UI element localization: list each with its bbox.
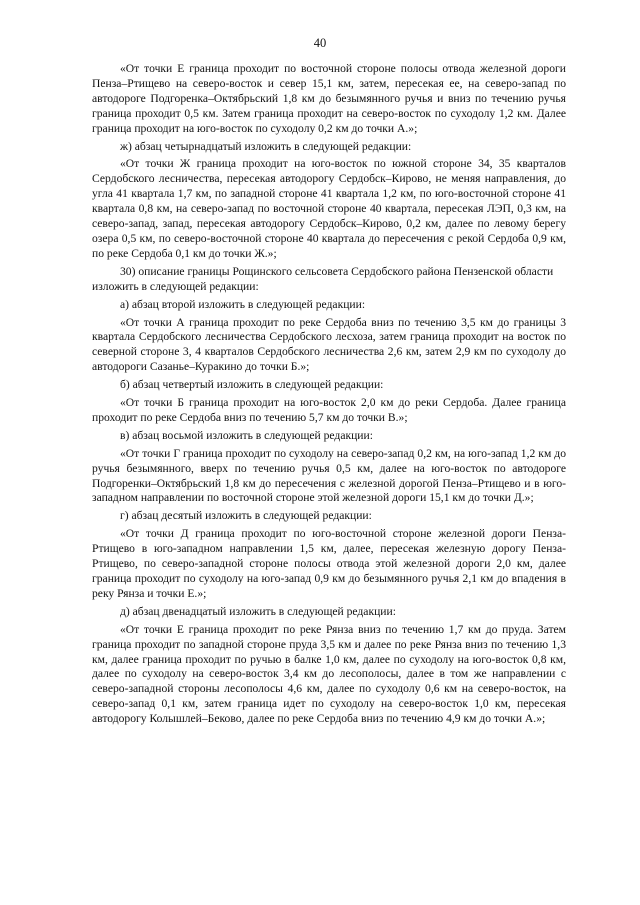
subitem-zh: ж) абзац четырнадцатый изложить в следующей редакции: xyxy=(120,139,412,153)
paragraph-boundary-point-d: «От точки Д граница проходит по юго-восточной стороне железной дороги Пенза-Ртищево в юго-западном направлении 1,5 км, далее, пересекая железную дорогу Пенза-Ртищево, по северо-западной стороне полосы отвода этой железной дороги 2,0 км, далее граница проходит по суходолу на юго-запад 0,9 км до безымянного ручья 2,1 км до впадения в реку Рянза и точки Е.»; xyxy=(92,527,566,600)
paragraph-boundary-point-g: «От точки Г граница проходит по суходолу на северо-запад 0,2 км, на юго-запад 1,2 км до ручья безымянного, вверх по течению ручья 0,5 км, далее на юго-восток по автодороге Подгоренки–Октябрьский 1,8 км до пересечения с железной дорогой Пенза–Ртищево и в юго-западном направлении по восточной стороне этой железной дороги 15,1 км до точки Д.»; xyxy=(92,446,566,505)
paragraph-boundary-point-zh: «От точки Ж граница проходит на юго-восток по южной стороне 34, 35 кварталов Сердобского лесничества, пересекая автодорогу Сердобск–Кирово, не меняя направления, до угла 41 квартала 1,7 км, по западной стороне 41 квартала 1,2 км, по юго-восточной стороне 41 квартала 0,8 км, на северо-запад по восточной стороне 40 квартала, пересекая ЛЭП, 0,3 км, на северо-запад, запад, пересекая автодорогу Сердобск–Кирово, 0,2 км, далее по левому берегу озера 0,5 км, по северо-восточной стороне 40 квартала до пересечения с рекой Сердоба 0,9 км, по реке Сердоба 0,1 км до точки Ж.»; xyxy=(92,157,566,260)
paragraph-boundary-point-a: «От точки А граница проходит по реке Сердоба вниз по течению 3,5 км до границы 3 квартала Сердобского лесничества Сердобского лесхоза, затем граница проходит на восток по северной стороне 3, 4 кварталов Сердобского лесничества 2,6 км, затем 2,9 км по суходолу до автодороги Сазанье–Куракино до точки Б.»; xyxy=(92,315,566,374)
paragraph-boundary-point-e2: «От точки Е граница проходит по реке Рянза вниз по течению 1,7 км до пруда. Затем граница проходит по западной стороне пруда 3,5 км и далее по реке Рянза вниз по течению 1,3 км, далее граница проходит по ручью в балке 1,0 км, далее по суходолу на юго-восток 0,8 км, далее по суходолу на северо-восток 3,4 км до лесополосы, далее в том же направлении с северо-западной стороны лесополосы 4,6 км, далее по суходолу 0,6 км на северо-восток, на северо-запад 0,1 км, затем граница идет по суходолу на северо-восток 1,0 км, пересекая автодорогу Колышлей–Беково, далее по реке Сердоба вниз по течению 4,9 км до точки А.»; xyxy=(92,622,566,726)
subitem-v: в) абзац восьмой изложить в следующей редакции: xyxy=(120,428,373,442)
page-number: 40 xyxy=(313,36,327,50)
paragraph-boundary-point-b: «От точки Б граница проходит на юго-восток 2,0 км до реки Сердоба. Далее граница проходит по реке Сердоба вниз по течению 5,7 км до точки В.»; xyxy=(92,396,566,424)
paragraph-boundary-point-e: «От точки Е граница проходит по восточной стороне полосы отвода железной дороги Пенза–Ртищево на северо-восток и север 15,1 км, затем, пересекая ее, на северо-запад по автодороге Подгоренка–Октябрьский 1,8 км до безымянного ручья и вниз по течению ручья граница проходит 0,5 км. Затем граница проходит на северо-восток по суходолу 1,2 км. Далее граница проходит на юго-восток по суходолу 0,2 км до точки А.»; xyxy=(92,62,566,135)
item-30: 30) описание границы Рощинского сельсовета Сердобского района Пензенской области изложить в следующей редакции: xyxy=(92,264,554,293)
subitem-g: г) абзац десятый изложить в следующей редакции: xyxy=(120,509,372,523)
subitem-d: д) абзац двенадцатый изложить в следующей редакции: xyxy=(120,604,396,618)
subitem-b: б) абзац четвертый изложить в следующей редакции: xyxy=(120,378,384,392)
document-body xyxy=(92,62,566,730)
subitem-a: а) абзац второй изложить в следующей редакции: xyxy=(120,297,366,311)
